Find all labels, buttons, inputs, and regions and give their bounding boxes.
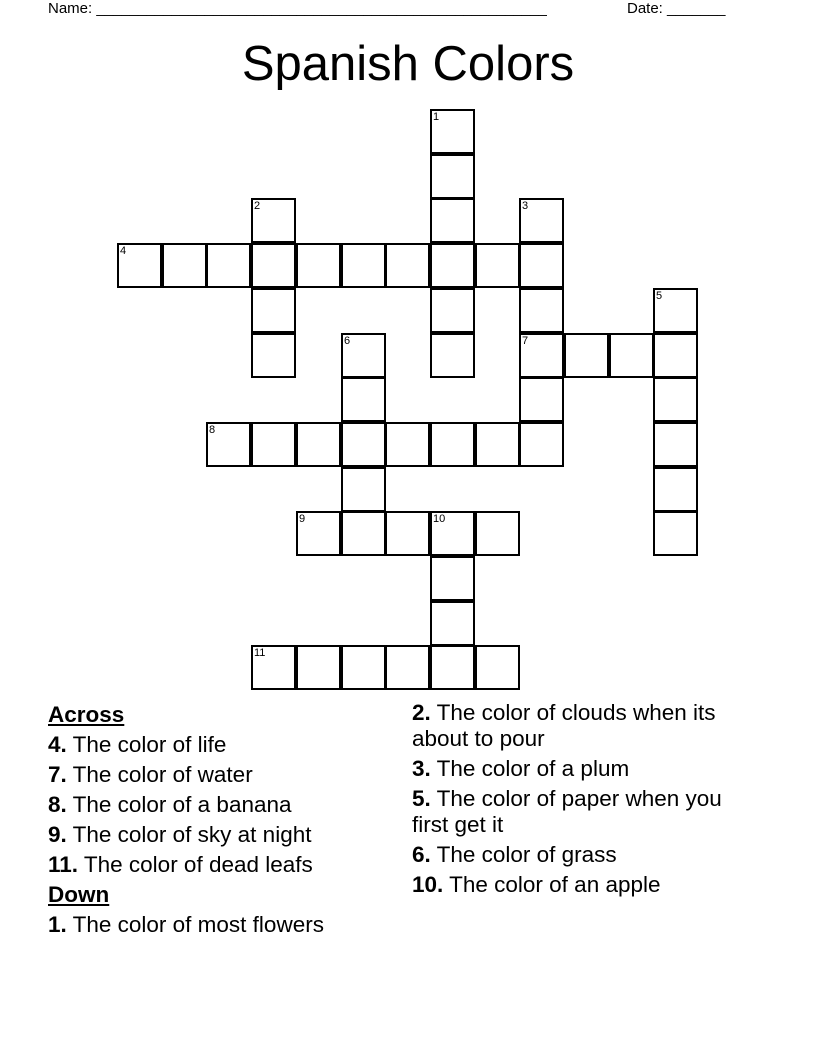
grid-cell[interactable] <box>251 333 296 378</box>
down-clue: 6. The color of grass <box>412 842 617 867</box>
grid-cell[interactable] <box>251 198 296 243</box>
across-clue: 7. The color of water <box>48 762 253 787</box>
grid-cell[interactable] <box>385 645 430 690</box>
grid-cell[interactable] <box>519 198 564 243</box>
grid-cell[interactable] <box>475 511 520 556</box>
across-clue: 8. The color of a banana <box>48 792 292 817</box>
down-heading: Down <box>48 882 110 907</box>
grid-cell[interactable] <box>475 645 520 690</box>
grid-cell[interactable] <box>430 198 475 243</box>
grid-cell[interactable] <box>251 422 296 467</box>
grid-cell[interactable] <box>519 243 564 288</box>
grid-cell[interactable] <box>430 601 475 646</box>
grid-cell[interactable] <box>430 556 475 601</box>
page-title: Spanish Colors <box>241 37 575 91</box>
down-clue: 10. The color of an apple <box>412 872 661 897</box>
grid-cell[interactable] <box>430 243 475 288</box>
grid-cell[interactable] <box>385 243 430 288</box>
grid-cell[interactable] <box>653 511 698 556</box>
across-clue: 9. The color of sky at night <box>48 822 312 847</box>
across-clue: 4. The color of life <box>48 732 227 757</box>
grid-cell[interactable] <box>296 645 341 690</box>
clues-right-column <box>412 700 752 902</box>
grid-cell[interactable] <box>206 243 251 288</box>
down-clue: 3. The color of a plum <box>412 756 630 781</box>
down-clue: 1. The color of most flowers <box>48 912 324 937</box>
grid-cell[interactable] <box>341 377 386 422</box>
clue-number: 2 <box>254 200 261 212</box>
grid-cell[interactable] <box>385 511 430 556</box>
grid-cell[interactable] <box>519 288 564 333</box>
grid-cell[interactable] <box>475 243 520 288</box>
clue-number: 6 <box>344 335 351 347</box>
name-field[interactable]: Name: ______________________________________________________ <box>48 0 547 17</box>
grid-cell[interactable] <box>296 243 341 288</box>
clue-number: 4 <box>120 245 127 257</box>
across-heading: Across <box>48 702 125 727</box>
grid-cell[interactable] <box>341 645 386 690</box>
down-clue: 5. The color of paper when you first get it <box>412 786 722 837</box>
clue-number: 11 <box>254 647 266 659</box>
across-clue: 11. The color of dead leafs <box>48 852 313 877</box>
grid-cell[interactable] <box>117 243 162 288</box>
clue-number: 5 <box>656 290 663 302</box>
clue-number: 10 <box>433 513 446 525</box>
clue-number: 9 <box>299 513 306 525</box>
grid-cell[interactable] <box>609 333 654 378</box>
grid-cell[interactable] <box>564 333 609 378</box>
grid-cell[interactable] <box>251 645 296 690</box>
grid-cell[interactable] <box>653 377 698 422</box>
grid-cell[interactable] <box>519 377 564 422</box>
down-clue: 2. The color of clouds when its about to pour <box>412 700 716 751</box>
grid-cell[interactable] <box>341 333 386 378</box>
grid-cell[interactable] <box>430 333 475 378</box>
clues-left-column <box>48 700 398 942</box>
clue-number: 1 <box>433 111 440 123</box>
grid-cell[interactable] <box>251 243 296 288</box>
grid-cell[interactable] <box>385 422 430 467</box>
grid-cell[interactable] <box>341 511 386 556</box>
grid-cell[interactable] <box>475 422 520 467</box>
grid-cell[interactable] <box>341 243 386 288</box>
grid-cell[interactable] <box>430 109 475 154</box>
clue-number: 8 <box>209 424 216 436</box>
grid-cell[interactable] <box>430 645 475 690</box>
clue-number: 7 <box>522 335 529 347</box>
grid-cell[interactable] <box>206 422 251 467</box>
grid-cell[interactable] <box>653 467 698 512</box>
grid-cell[interactable] <box>519 422 564 467</box>
grid-cell[interactable] <box>296 422 341 467</box>
grid-cell[interactable] <box>653 288 698 333</box>
grid-cell[interactable] <box>430 511 475 556</box>
grid-cell[interactable] <box>430 422 475 467</box>
grid-cell[interactable] <box>341 467 386 512</box>
grid-cell[interactable] <box>430 154 475 199</box>
grid-cell[interactable] <box>341 422 386 467</box>
grid-cell[interactable] <box>296 511 341 556</box>
grid-cell[interactable] <box>251 288 296 333</box>
grid-cell[interactable] <box>653 422 698 467</box>
date-field[interactable]: Date: _______ <box>627 0 726 17</box>
grid-cell[interactable] <box>162 243 207 288</box>
grid-cell[interactable] <box>519 333 564 378</box>
clue-number: 3 <box>522 200 529 212</box>
grid-cell[interactable] <box>653 333 698 378</box>
grid-cell[interactable] <box>430 288 475 333</box>
